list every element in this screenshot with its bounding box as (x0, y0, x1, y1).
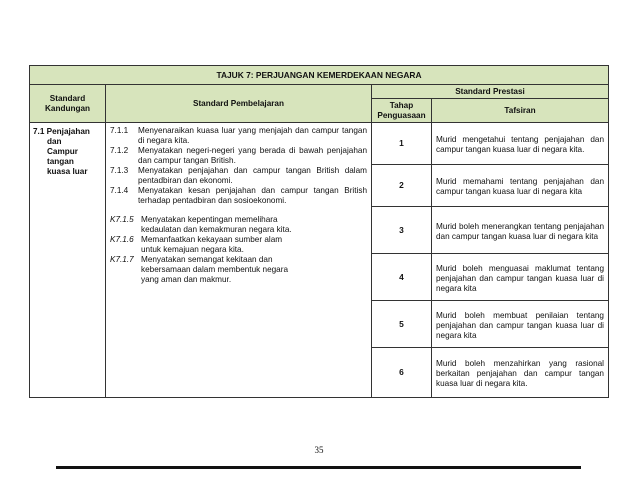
page-number: 35 (314, 445, 324, 455)
header-standard-prestasi: Standard Prestasi (372, 85, 609, 99)
sp-text: Menyatakan negeri-negeri yang berada di bawah penjajahan dan campur tangan British. (138, 146, 367, 165)
sp-item (110, 186, 367, 206)
sp-text: Menyatakan penjajahan dan campur tangan British dalam pentadbiran dan ekonomi. (138, 166, 367, 185)
sk-line: tangan (47, 157, 74, 166)
sp-num: 7.1.3 (110, 166, 129, 175)
nilai-text: kedaulatan dan kemakmuran negara kita. (141, 225, 292, 234)
sp-num: 7.1.1 (110, 126, 129, 135)
sp-text: Menyenaraikan kuasa luar yang menjajah dan campur tangan di negara kita. (138, 126, 367, 145)
nilai-text: Menyatakan kepentingan memelihara (141, 215, 278, 224)
nilai-item (110, 255, 367, 285)
header-standard-kandungan: Standard Kandungan (30, 85, 106, 123)
nilai-num: K7.1.6 (110, 235, 134, 244)
standard-pembelajaran-cell (106, 123, 372, 398)
tahap-cell: 6 (372, 348, 432, 398)
tafsiran-cell: Murid boleh membuat penilaian tentang penjajahan dan campur tangan kuasa luar di negara kita (432, 301, 609, 348)
header-standard-pembelajaran: Standard Pembelajaran (106, 85, 372, 123)
nilai-item (110, 235, 367, 255)
nilai-item (110, 215, 367, 235)
sp-num: 7.1.2 (110, 146, 129, 155)
tahap-cell: 2 (372, 165, 432, 207)
sp-num: 7.1.4 (110, 186, 129, 195)
header-tafsiran: Tafsiran (432, 99, 609, 123)
nilai-text: Menyatakan semangat kekitaan dan (141, 255, 273, 264)
tahap-cell: 5 (372, 301, 432, 348)
tahap-cell: 4 (372, 254, 432, 301)
nilai-num: K7.1.5 (110, 215, 134, 224)
sp-text: Menyatakan kesan penjajahan dan campur tangan British terhadap pentadbiran dan sosioekonomi. (138, 186, 367, 205)
curriculum-table (29, 65, 609, 398)
sk-line: kuasa luar (47, 167, 88, 176)
sp-item (110, 126, 367, 146)
nilai-text: kebersamaan dalam membentuk negara (141, 265, 289, 274)
tafsiran-cell: Murid boleh menguasai maklumat tentang penjajahan dan campur tangan kuasa luar di negara kita (432, 254, 609, 301)
tahap-cell: 1 (372, 123, 432, 165)
footer-rule (56, 466, 581, 469)
header-tahap-penguasaan: Tahap Penguasaan (372, 99, 432, 123)
table-title: TAJUK 7: PERJUANGAN KEMERDEKAAN NEGARA (30, 66, 609, 85)
sp-item (110, 166, 367, 186)
sk-line: Campur (47, 147, 78, 156)
nilai-text: Memanfaatkan kekayaan sumber alam (141, 235, 283, 244)
nilai-text: untuk kemajuan negara kita. (141, 245, 244, 254)
nilai-text: yang aman dan makmur. (141, 275, 232, 284)
sk-line: dan (47, 137, 62, 146)
nilai-num: K7.1.7 (110, 255, 134, 264)
tahap-cell: 3 (372, 207, 432, 254)
sk-code: 7.1 Penjajahan (33, 127, 90, 136)
tafsiran-cell: Murid boleh menzahirkan yang rasional berkaitan penjajahan dan campur tangan kuasa luar di negara kita. (432, 348, 609, 398)
tafsiran-cell: Murid boleh menerangkan tentang penjajahan dan campur tangan kuasa luar di negara kita (432, 207, 609, 254)
sp-item (110, 146, 367, 166)
standard-kandungan-cell (30, 123, 106, 398)
tafsiran-cell: Murid memahami tentang penjajahan dan campur tangan kuasa luar di negara kita (432, 165, 609, 207)
tafsiran-cell: Murid mengetahui tentang penjajahan dan campur tangan kuasa luar di negara kita. (432, 123, 609, 165)
